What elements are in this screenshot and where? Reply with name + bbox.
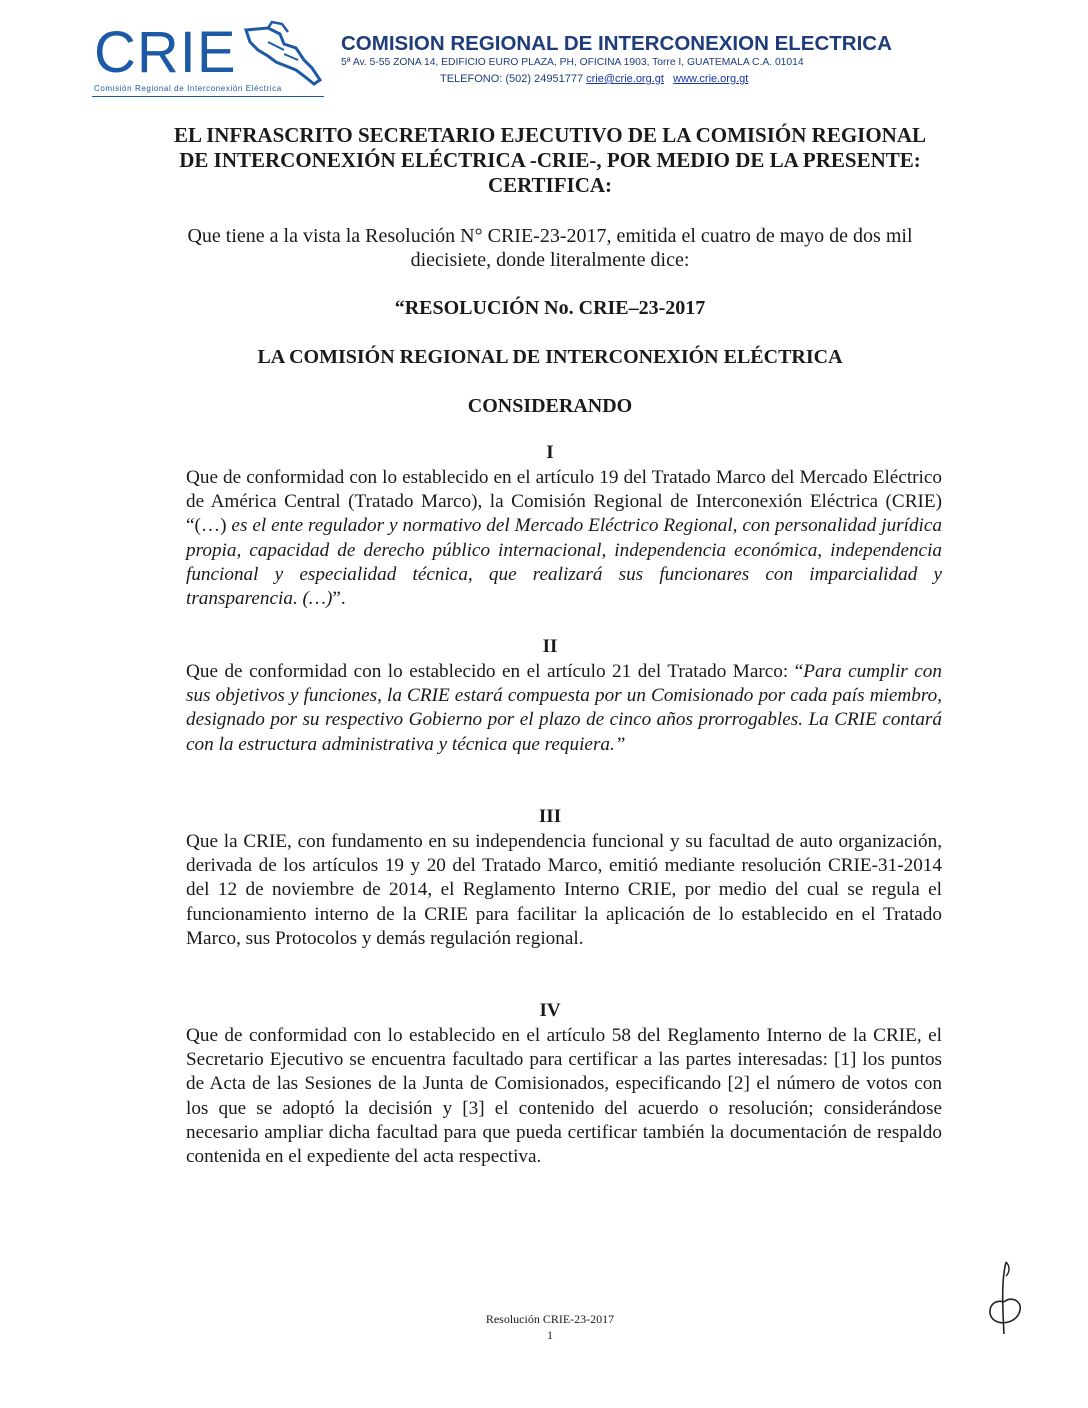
section-number: IV	[539, 1000, 561, 1021]
footer-document-title: Resolución CRIE-23-2017	[485, 1312, 615, 1326]
paragraph-text: ”.	[332, 588, 346, 610]
signature-initial	[980, 1258, 1030, 1338]
phone-number: TELEFONO: (502) 24951777	[440, 73, 584, 85]
paragraph-text: Que de conformidad con lo establecido en el artículo 19 del Tratado Marco del Mercado Eléctrico de América Central (Tratado Marco), la Comisión Regional de Interconexión Eléctrica (CRIE) “(…)	[186, 467, 942, 537]
considerando-heading: CONSIDERANDO	[467, 395, 633, 417]
paragraph-text: Que de conformidad con lo establecido en el artículo 58 del Reglamento Interno de la CRIE, el Secretario Ejecutivo se encuentra facultado para certificar a las partes interesadas: [1] los puntos de Acta de las Sesiones de la Junta de Comisionados, especificando [2] el número de votos con los que se adoptó la decisión y [3] el contenido del acuerdo o resolución; considerándose necesario ampliar dicha facultad para que pueda certificar también la documentación de respaldo contenida en el expediente del acta respectiva.	[186, 1025, 942, 1168]
organization-address: 5ª Av. 5-55 ZONA 14, EDIFICIO EURO PLAZA, PH, OFICINA 1903, Torre I, GUATEMALA C.A. 01014	[341, 57, 804, 68]
logo-wordmark: CRIE	[94, 20, 237, 85]
section-paragraph	[186, 660, 942, 757]
resolution-number: “RESOLUCIÓN No. CRIE–23-2017	[394, 297, 706, 319]
section-paragraph	[186, 1024, 942, 1169]
intro-line: Que tiene a la vista la Resolución N° CRIE-23-2017, emitida el cuatro de mayo de dos mil	[187, 225, 913, 247]
commission-heading: LA COMISIÓN REGIONAL DE INTERCONEXIÓN ELÉCTRICA	[257, 346, 843, 368]
website-link[interactable]: www.crie.org.gt	[673, 73, 749, 85]
logo-subtitle: Comisión Regional de Interconexión Eléctrica	[94, 84, 282, 93]
certification-heading-line: CERTIFICA:	[487, 173, 613, 197]
certification-heading	[150, 123, 950, 198]
paragraph-text: Que de conformidad con lo establecido en el artículo 21 del Tratado Marco: “	[186, 661, 804, 682]
section-paragraph	[186, 830, 942, 951]
intro-paragraph	[150, 224, 950, 272]
section-number: I	[546, 442, 554, 463]
paragraph-quote: Para cumplir con sus objetivos y funciones, la CRIE estará compuesta por un Comisionado por cada país miembro, designado por su respectivo Gobierno por el plazo de cinco años prorrogables. La CRIE contará con la estructura administrativa y técnica que requiera.”	[186, 661, 942, 755]
organization-name: COMISION REGIONAL DE INTERCONEXION ELECTRICA	[341, 32, 892, 55]
paragraph-text: Que la CRIE, con fundamento en su independencia funcional y su facultad de auto organización, derivada de los artículos 19 y 20 del Tratado Marco, emitió mediante resolución CRIE-31-2014 del 12 de noviembre de 2014, el Reglamento Interno CRIE, por medio del cual se regula el funcionamiento interno de la CRIE para facilitar la aplicación de lo establecido en el Tratado Marco, sus Protocolos y demás regulación regional.	[186, 831, 942, 949]
crie-logo	[88, 20, 326, 102]
certification-heading-line: EL INFRASCRITO SECRETARIO EJECUTIVO DE LA COMISIÓN REGIONAL	[173, 123, 927, 147]
certification-heading-line: DE INTERCONEXIÓN ELÉCTRICA -CRIE-, POR MEDIO DE LA PRESENTE:	[179, 148, 921, 172]
page-number: 1	[547, 1328, 553, 1342]
email-link[interactable]: crie@crie.org.gt	[586, 73, 664, 85]
section-number: II	[542, 636, 558, 657]
section-number: III	[538, 806, 562, 827]
intro-line: diecisiete, donde literalmente dice:	[410, 249, 690, 271]
paragraph-quote: es el ente regulador y normativo del Mercado Eléctrico Regional, con personalidad jurídica propia, capacidad de derecho público internacional, independencia económica, independencia funcional y especialidad técnica, que realizará sus funcionares con imparcialidad y transparencia. (…)	[186, 515, 942, 610]
section-paragraph	[186, 466, 942, 611]
central-america-map-icon	[238, 20, 328, 92]
organization-contact	[440, 73, 748, 85]
logo-underline	[92, 96, 324, 97]
